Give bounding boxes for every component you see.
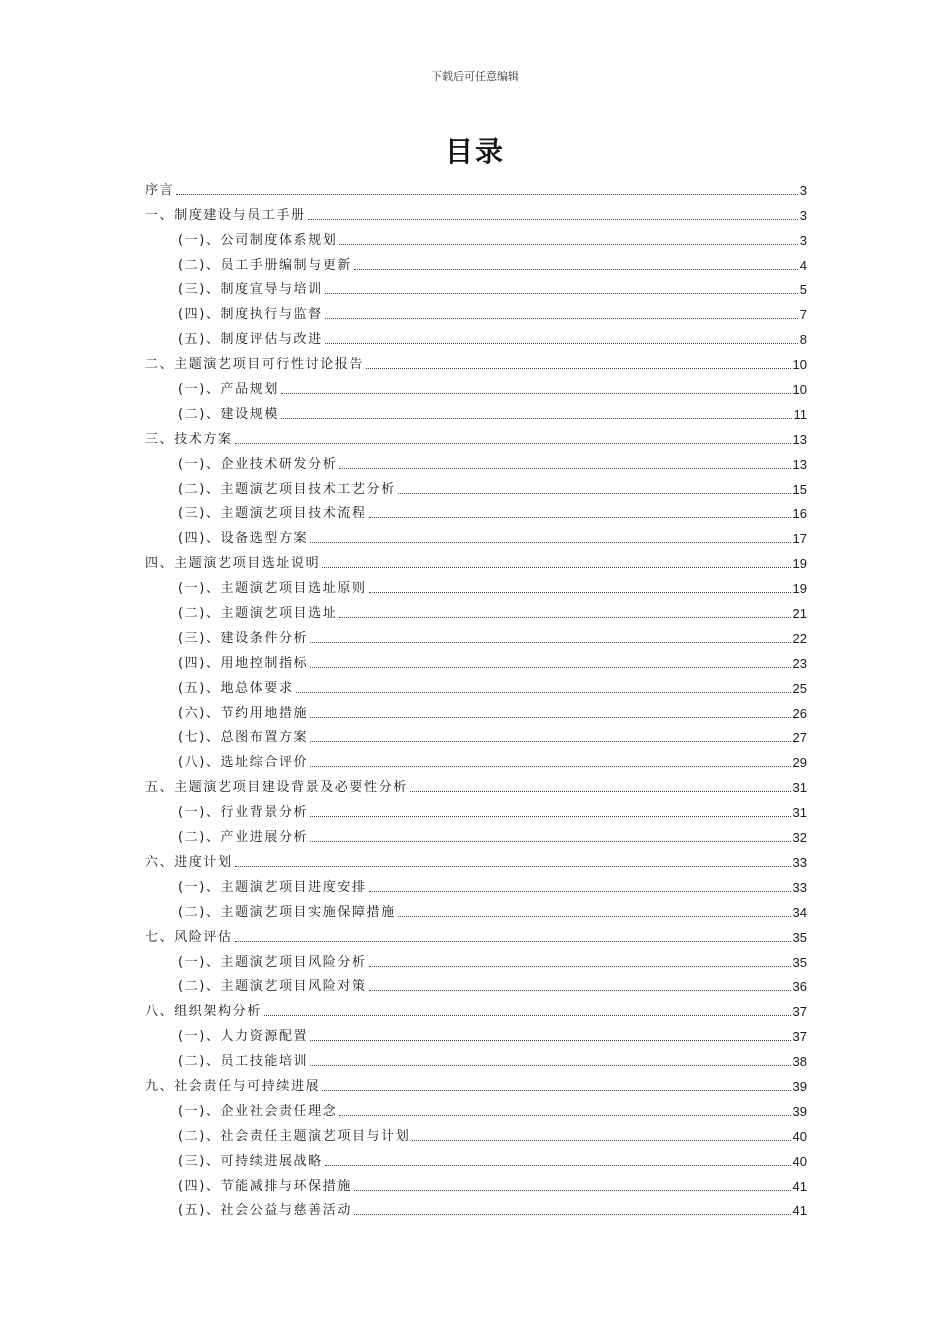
toc-entry-label: (二)、员工手册编制与更新 (178, 257, 352, 273)
toc-entry-label: (一)、企业技术研发分析 (178, 456, 338, 472)
toc-leader-dots (325, 343, 798, 344)
toc-entry-page-number: 4 (799, 257, 807, 273)
toc-entry-label: 三、技术方案 (145, 431, 233, 447)
toc-leader-dots (322, 567, 790, 568)
toc-leader-dots (310, 741, 790, 742)
toc-entry-page-number: 36 (792, 979, 807, 995)
toc-entry[interactable] (145, 1096, 807, 1121)
toc-entry[interactable] (145, 772, 807, 797)
toc-leader-dots (369, 517, 791, 518)
toc-leader-dots (308, 219, 798, 220)
toc-entry-page-number: 3 (799, 232, 807, 248)
toc-leader-dots (354, 1214, 791, 1215)
toc-entry-label: (三)、建设条件分析 (178, 630, 309, 646)
toc-entry[interactable] (145, 449, 807, 474)
toc-entry-page-number: 3 (799, 207, 807, 223)
toc-entry[interactable] (145, 872, 807, 897)
toc-entry-page-number: 10 (792, 357, 807, 373)
toc-entry[interactable] (145, 847, 807, 872)
toc-entry-label: (二)、产业进展分析 (178, 830, 309, 846)
toc-entry-page-number: 39 (792, 1078, 807, 1094)
toc-entry-label: 五、主题演艺项目建设背景及必要性分析 (145, 780, 408, 796)
toc-entry[interactable] (145, 648, 807, 673)
toc-entry-page-number: 29 (792, 755, 807, 771)
toc-leader-dots (310, 667, 790, 668)
toc-entry[interactable] (145, 424, 807, 449)
toc-entry-page-number: 23 (792, 655, 807, 671)
toc-entry[interactable] (145, 673, 807, 698)
toc-leader-dots (354, 269, 798, 270)
toc-entry-page-number: 35 (792, 929, 807, 945)
toc-leader-dots (410, 791, 791, 792)
toc-entry-page-number: 19 (792, 581, 807, 597)
toc-leader-dots (369, 990, 791, 991)
toc-leader-dots (412, 1140, 790, 1141)
toc-entry[interactable] (145, 1196, 807, 1221)
toc-entry-page-number: 37 (792, 1004, 807, 1020)
toc-entry-page-number: 41 (792, 1203, 807, 1219)
toc-entry-label: (五)、社会公益与慈善活动 (178, 1203, 352, 1219)
toc-entry-page-number: 21 (792, 606, 807, 622)
toc-entry[interactable] (145, 598, 807, 623)
toc-entry-page-number: 37 (792, 1029, 807, 1045)
toc-leader-dots (310, 542, 790, 543)
toc-entry[interactable] (145, 922, 807, 947)
toc-entry-label: (三)、主题演艺项目技术流程 (178, 506, 367, 522)
toc-entry-label: 九、社会责任与可持续进展 (145, 1078, 321, 1094)
toc-entry[interactable] (145, 747, 807, 772)
toc-leader-dots (339, 617, 790, 618)
toc-leader-dots (310, 642, 790, 643)
toc-leader-dots (339, 244, 797, 245)
toc-entry[interactable] (145, 324, 807, 349)
toc-entry-label: (二)、主题演艺项目技术工艺分析 (178, 481, 396, 497)
toc-entry[interactable] (145, 474, 807, 499)
toc-leader-dots (176, 194, 798, 195)
toc-leader-dots (325, 293, 798, 294)
toc-entry-label: (一)、企业社会责任理念 (178, 1103, 338, 1119)
toc-leader-dots (398, 493, 791, 494)
toc-entry-page-number: 16 (792, 506, 807, 522)
toc-entry-label: 六、进度计划 (145, 854, 233, 870)
toc-leader-dots (264, 1015, 791, 1016)
toc-leader-dots (339, 468, 790, 469)
toc-entry-label: (四)、用地控制指标 (178, 655, 309, 671)
toc-leader-dots (369, 891, 791, 892)
toc-entry-page-number: 17 (792, 531, 807, 547)
table-of-contents (145, 175, 807, 1220)
toc-entry[interactable] (145, 499, 807, 524)
toc-entry-label: (一)、主题演艺项目选址原则 (178, 581, 367, 597)
toc-entry-label: (五)、制度评估与改进 (178, 332, 323, 348)
toc-entry-page-number: 10 (792, 382, 807, 398)
toc-entry-page-number: 38 (792, 1054, 807, 1070)
toc-entry[interactable] (145, 250, 807, 275)
toc-leader-dots (310, 1065, 790, 1066)
toc-entry-page-number: 11 (793, 406, 807, 422)
toc-entry[interactable] (145, 972, 807, 997)
toc-entry[interactable] (145, 573, 807, 598)
toc-entry-page-number: 13 (792, 456, 807, 472)
toc-entry-label: (六)、节约用地措施 (178, 705, 309, 721)
toc-entry-label: 七、风险评估 (145, 929, 233, 945)
toc-leader-dots (281, 418, 792, 419)
toc-entry[interactable] (145, 698, 807, 723)
toc-entry-page-number: 19 (792, 556, 807, 572)
toc-leader-dots (366, 368, 791, 369)
toc-entry[interactable] (145, 1171, 807, 1196)
toc-entry-page-number: 13 (792, 431, 807, 447)
toc-entry[interactable] (145, 1121, 807, 1146)
toc-entry-page-number: 3 (799, 182, 807, 198)
toc-entry[interactable] (145, 349, 807, 374)
toc-entry-label: 一、制度建设与员工手册 (145, 207, 306, 223)
toc-entry[interactable] (145, 797, 807, 822)
toc-entry-label: (七)、总图布置方案 (178, 730, 309, 746)
toc-entry[interactable] (145, 1021, 807, 1046)
toc-entry-page-number: 33 (792, 879, 807, 895)
toc-leader-dots (310, 816, 790, 817)
toc-entry-label: (三)、可持续进展战略 (178, 1153, 323, 1169)
toc-entry[interactable] (145, 1071, 807, 1096)
toc-entry-label: (一)、产品规划 (178, 382, 279, 398)
toc-entry-page-number: 39 (792, 1103, 807, 1119)
toc-entry-page-number: 33 (792, 854, 807, 870)
toc-entry[interactable] (145, 723, 807, 748)
toc-entry-label: (二)、主题演艺项目选址 (178, 606, 338, 622)
toc-entry-page-number: 25 (792, 680, 807, 696)
toc-entry[interactable] (145, 623, 807, 648)
toc-entry-label: (一)、公司制度体系规划 (178, 232, 338, 248)
toc-leader-dots (281, 393, 791, 394)
toc-entry-label: (一)、主题演艺项目风险分析 (178, 954, 367, 970)
toc-entry[interactable] (145, 996, 807, 1021)
toc-entry-page-number: 31 (792, 805, 807, 821)
toc-entry-page-number: 8 (799, 332, 807, 348)
toc-leader-dots (310, 766, 790, 767)
toc-entry-label: (二)、建设规模 (178, 406, 279, 422)
toc-entry-page-number: 7 (799, 307, 807, 323)
toc-entry[interactable] (145, 175, 807, 200)
toc-entry-label: (一)、人力资源配置 (178, 1029, 309, 1045)
toc-entry[interactable] (145, 374, 807, 399)
toc-entry[interactable] (145, 1046, 807, 1071)
toc-entry-page-number: 40 (792, 1128, 807, 1144)
toc-entry-label: 序言 (145, 182, 175, 198)
toc-entry[interactable] (145, 275, 807, 300)
toc-entry-label: 四、主题演艺项目选址说明 (145, 556, 321, 572)
toc-entry-label: 二、主题演艺项目可行性讨论报告 (145, 357, 365, 373)
toc-leader-dots (235, 941, 791, 942)
toc-entry-page-number: 15 (792, 481, 807, 497)
toc-entry-label: (五)、地总体要求 (178, 680, 294, 696)
toc-leader-dots (398, 916, 791, 917)
toc-leader-dots (369, 966, 791, 967)
toc-entry[interactable] (145, 225, 807, 250)
toc-leader-dots (310, 841, 790, 842)
toc-entry-label: 八、组织架构分析 (145, 1004, 262, 1020)
toc-entry[interactable] (145, 1146, 807, 1171)
toc-entry-page-number: 27 (792, 730, 807, 746)
toc-entry-page-number: 32 (792, 830, 807, 846)
toc-leader-dots (310, 1040, 790, 1041)
toc-leader-dots (235, 443, 791, 444)
toc-entry[interactable] (145, 299, 807, 324)
toc-leader-dots (310, 717, 790, 718)
toc-leader-dots (325, 1165, 791, 1166)
toc-entry[interactable] (145, 399, 807, 424)
page-title: 目录 (444, 135, 505, 168)
toc-entry-label: (四)、设备选型方案 (178, 531, 309, 547)
toc-entry-label: (一)、主题演艺项目进度安排 (178, 879, 367, 895)
toc-leader-dots (354, 1190, 791, 1191)
toc-leader-dots (235, 866, 791, 867)
toc-entry-label: (四)、节能减排与环保措施 (178, 1178, 352, 1194)
toc-entry-page-number: 26 (792, 705, 807, 721)
toc-entry-label: (二)、社会责任主题演艺项目与计划 (178, 1128, 411, 1144)
toc-entry-label: (三)、制度宣导与培训 (178, 282, 323, 298)
toc-entry[interactable] (145, 523, 807, 548)
toc-entry-label: (二)、主题演艺项目风险对策 (178, 979, 367, 995)
toc-entry-label: (二)、主题演艺项目实施保障措施 (178, 904, 396, 920)
toc-entry[interactable] (145, 822, 807, 847)
toc-leader-dots (296, 692, 791, 693)
toc-entry[interactable] (145, 548, 807, 573)
toc-leader-dots (369, 592, 791, 593)
toc-entry-page-number: 40 (792, 1153, 807, 1169)
header-note: 下载后可任意编辑 (431, 70, 519, 83)
toc-entry-page-number: 34 (792, 904, 807, 920)
toc-entry-page-number: 5 (799, 282, 807, 298)
toc-leader-dots (325, 318, 798, 319)
toc-entry[interactable] (145, 897, 807, 922)
toc-entry-label: (八)、选址综合评价 (178, 755, 309, 771)
toc-entry-label: (二)、员工技能培训 (178, 1054, 309, 1070)
toc-leader-dots (322, 1090, 790, 1091)
toc-entry-label: (四)、制度执行与监督 (178, 307, 323, 323)
toc-entry-page-number: 41 (792, 1178, 807, 1194)
toc-entry-page-number: 31 (792, 780, 807, 796)
toc-leader-dots (339, 1115, 790, 1116)
toc-entry[interactable] (145, 200, 807, 225)
toc-entry-page-number: 35 (792, 954, 807, 970)
toc-entry-label: (一)、行业背景分析 (178, 805, 309, 821)
toc-entry-page-number: 22 (792, 630, 807, 646)
toc-entry[interactable] (145, 947, 807, 972)
